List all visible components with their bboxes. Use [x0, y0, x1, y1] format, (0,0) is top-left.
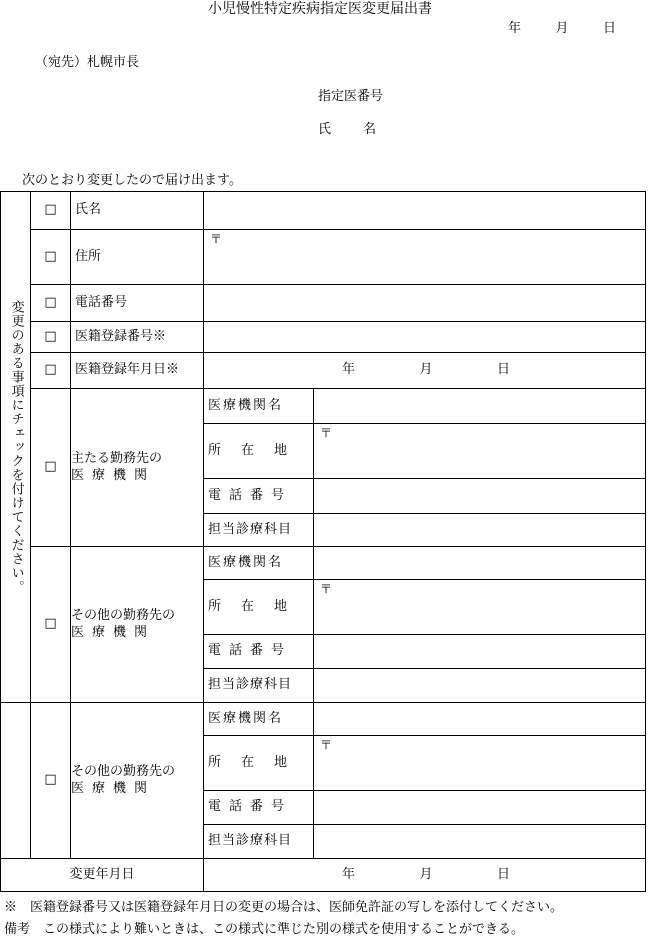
main-institution-input[interactable] [314, 389, 646, 424]
zip-mark: 〒 [210, 232, 223, 246]
row-label-name: 氏名 [71, 192, 204, 230]
change-form-table [0, 191, 646, 892]
main-location-input[interactable]: 〒 [314, 424, 646, 479]
header-date-month: 月 [555, 21, 569, 36]
header-date [508, 22, 616, 35]
input-registry-date[interactable]: 年 月 日 [204, 353, 646, 389]
checkbox-other-workplace-2[interactable]: □ [31, 703, 71, 859]
main-location-label: 所在地 [204, 424, 314, 479]
main-workplace-label: 主たる勤務先の 医療機関 [71, 389, 204, 547]
checkbox-main-workplace[interactable]: □ [31, 389, 71, 547]
input-address[interactable] [204, 230, 646, 285]
other1-phone-input[interactable] [314, 635, 646, 669]
other1-institution-input[interactable] [314, 547, 646, 580]
checkbox-registry-number[interactable]: □ [31, 322, 71, 353]
other1-institution-label: 医療機関名 [204, 547, 314, 580]
other1-department-label: 担当診療科目 [204, 669, 314, 703]
other2-location-label: 所在地 [204, 736, 314, 791]
other1-department-input[interactable] [314, 669, 646, 703]
addressee: （宛先）札幌市長 [35, 55, 140, 70]
row-label-phone: 電話番号 [71, 285, 204, 322]
other1-phone-label: 電話番号 [204, 635, 314, 669]
other2-institution-input[interactable] [314, 703, 646, 736]
other1-location-input[interactable]: 〒 [314, 580, 646, 635]
other-workplace-2-label: その他の勤務先の 医療機関 [71, 703, 204, 859]
other2-location-input[interactable]: 〒 [314, 736, 646, 791]
other2-institution-label: 医療機関名 [204, 703, 314, 736]
other2-phone-label: 電話番号 [204, 791, 314, 825]
change-date-input[interactable]: 年 月 日 [204, 859, 646, 892]
row-label-address: 住所 [71, 230, 204, 285]
main-phone-label: 電話番号 [204, 479, 314, 514]
header-date-year: 年 [508, 21, 522, 36]
main-department-label: 担当診療科目 [204, 514, 314, 547]
change-date-label: 変更年月日 [1, 859, 204, 892]
other1-location-label: 所在地 [204, 580, 314, 635]
checkbox-name[interactable]: □ [31, 192, 71, 230]
other-workplace-1-label: その他の勤務先の 医療機関 [71, 547, 204, 703]
checkbox-other-workplace-1[interactable]: □ [31, 547, 71, 703]
side-instruction: 変更のある事項にチェックを付けてください。 [1, 192, 31, 703]
intro-text: 次のとおり変更したので届け出ます。 [22, 173, 242, 188]
checkbox-address[interactable]: □ [31, 230, 71, 285]
row-label-registry-number: 医籍登録番号※ [71, 322, 204, 353]
checkbox-registry-date[interactable]: □ [31, 353, 71, 389]
input-phone[interactable] [204, 285, 646, 322]
input-registry-number[interactable] [204, 322, 646, 353]
form-title: 小児慢性特定疾病指定医変更届出書 [208, 1, 432, 17]
other2-department-input[interactable] [314, 825, 646, 859]
header-date-day: 日 [602, 21, 616, 36]
input-name[interactable] [204, 192, 646, 230]
note-asterisk: ※ 医籍登録番号又は医籍登録年月日の変更の場合は、医師免許証の写しを添付してください。 [4, 900, 564, 915]
main-department-input[interactable] [314, 514, 646, 547]
main-institution-label: 医療機関名 [204, 389, 314, 424]
doctor-number-label: 指定医番号 [318, 89, 384, 104]
side-instruction-continuation [1, 703, 31, 859]
note-remarks: 備考 この様式により難いときは、この様式に準じた別の様式を使用することができる。 [4, 922, 525, 937]
other2-phone-input[interactable] [314, 791, 646, 825]
main-phone-input[interactable] [314, 479, 646, 514]
applicant-name-label: 氏 名 [318, 122, 379, 137]
row-label-registry-date: 医籍登録年月日※ [71, 353, 204, 389]
other2-department-label: 担当診療科目 [204, 825, 314, 859]
checkbox-phone[interactable]: □ [31, 285, 71, 322]
